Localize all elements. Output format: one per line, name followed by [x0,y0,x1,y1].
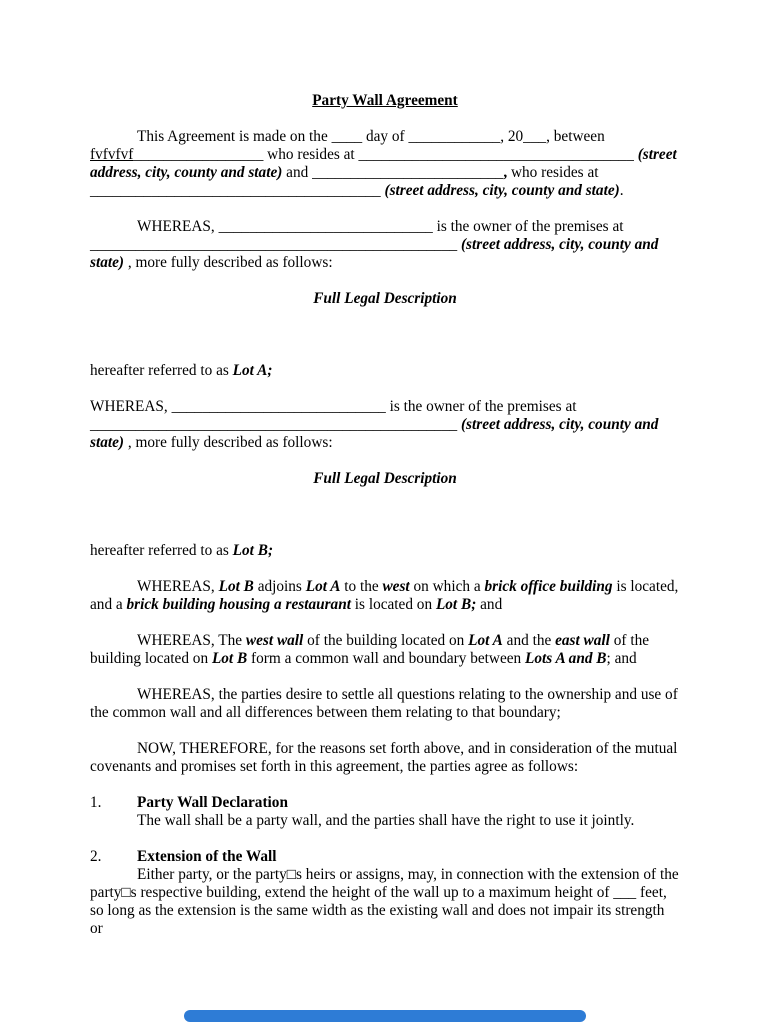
text-segment: Either party, or the party□s heirs or assigns, may, in connection with the extension of the party□s respective building, extend the height of the wall up to a maximum height of ___ feet, so long as the extension is the same width as the existing wall and does not impair its strength or [90,866,679,937]
text-segment: who resides at [510,164,599,181]
full-legal-description-a [90,290,680,308]
text-segment: _________________________ [312,164,504,181]
text-segment: Full Legal Description [313,470,457,487]
whereas-adjoins [90,578,680,614]
text-segment: (street address, city, county and state) [90,236,659,271]
clause-heading [90,848,680,866]
bottom-blue-bar[interactable] [184,1010,586,1022]
clause-body [90,866,680,938]
text-segment: Lot B [218,578,254,595]
text-segment: ____________________________ is the owner of the premises at [218,218,624,235]
text-segment: Lot A [468,632,503,649]
text-segment: Lot B [211,650,248,667]
text-segment: , more fully described as follows: [124,254,333,271]
text-segment: , [503,164,511,181]
text-segment: brick building housing a restaurant [126,596,351,613]
text-segment: , more fully described as follows: [124,434,333,451]
whereas-common-wall [90,632,680,668]
clause-heading [90,794,680,812]
text-segment: is located, and a [90,578,679,613]
text-segment: This Agreement is made on the ____ day of ____________, 20___, between [137,128,605,145]
text-segment: to the [340,578,383,595]
lot-a-reference [90,362,680,380]
text-segment: brick office building [484,578,613,595]
text-segment: WHEREAS, The [137,632,246,649]
intro-paragraph [90,128,680,200]
clause-title: Extension of the Wall [137,848,277,865]
text-segment: Lot A; [232,362,273,379]
text-segment: . [619,182,624,199]
text-segment: WHEREAS, [137,218,219,235]
text-segment: Full Legal Description [313,290,457,307]
text-segment: NOW, THEREFORE, for the reasons set forth above, and in consideration of the mutual covenants and promises set forth in this agreement, the parties agree as follows: [90,740,678,775]
numbered-clause [90,848,680,938]
numbered-clause [90,794,680,830]
text-segment: adjoins [253,578,306,595]
text-segment: (street address, city, county and state) [384,182,620,199]
clause-number: 1. [90,794,102,811]
text-segment: The wall shall be a party wall, and the parties shall have the right to use it jointly. [137,812,635,829]
now-therefore [90,740,680,776]
full-legal-description-b [90,470,680,488]
text-segment: (street address, city, county and state) [90,146,677,181]
text-segment: form a common wall and boundary between [247,650,526,667]
text-segment: ______________________________________ [90,182,385,199]
text-segment: ; and [606,650,637,667]
text-segment: ____________________________ is the owner of the premises at [171,398,577,415]
text-segment: of the building located on [303,632,469,649]
clause-body [90,812,680,830]
text-segment: Lot B; [435,596,477,613]
text-segment: is located on [350,596,436,613]
text-segment: WHEREAS, the parties desire to settle all questions relating to the ownership and use of the common wall and all differences between them relating to that boundary; [90,686,678,721]
text-segment: (street address, city, county and state) [90,416,659,451]
clause-number: 2. [90,848,102,865]
text-segment: west wall [245,632,304,649]
text-segment: _________________ who resides at ____________________________________ [133,146,638,163]
spacer [90,326,680,362]
text-segment: Lot A [305,578,341,595]
document-title: Party Wall Agreement [312,92,458,109]
whereas-owner-a [90,218,680,272]
spacer [90,506,680,542]
document-body [90,92,680,956]
text-segment: on which a [409,578,485,595]
text-segment: of the building located on [90,632,650,667]
text-segment: ________________________________________________ [90,236,461,253]
text-segment: Lots A and B [525,650,607,667]
lot-b-reference [90,542,680,560]
text-segment: hereafter referred to as [90,362,233,379]
clause-title: Party Wall Declaration [137,794,288,811]
text-segment: east wall [555,632,610,649]
filled-field-text: fvfvfvf [90,146,134,163]
text-segment: WHEREAS, [90,398,172,415]
text-segment: and [282,164,313,181]
text-segment: Lot B; [232,542,274,559]
whereas-owner-b [90,398,680,452]
text-segment: west [382,578,410,595]
text-segment: hereafter referred to as [90,542,233,559]
text-segment: and [476,596,503,613]
whereas-settle [90,686,680,722]
text-segment: ________________________________________________ [90,416,461,433]
text-segment: and the [502,632,556,649]
text-segment: WHEREAS, [137,578,219,595]
